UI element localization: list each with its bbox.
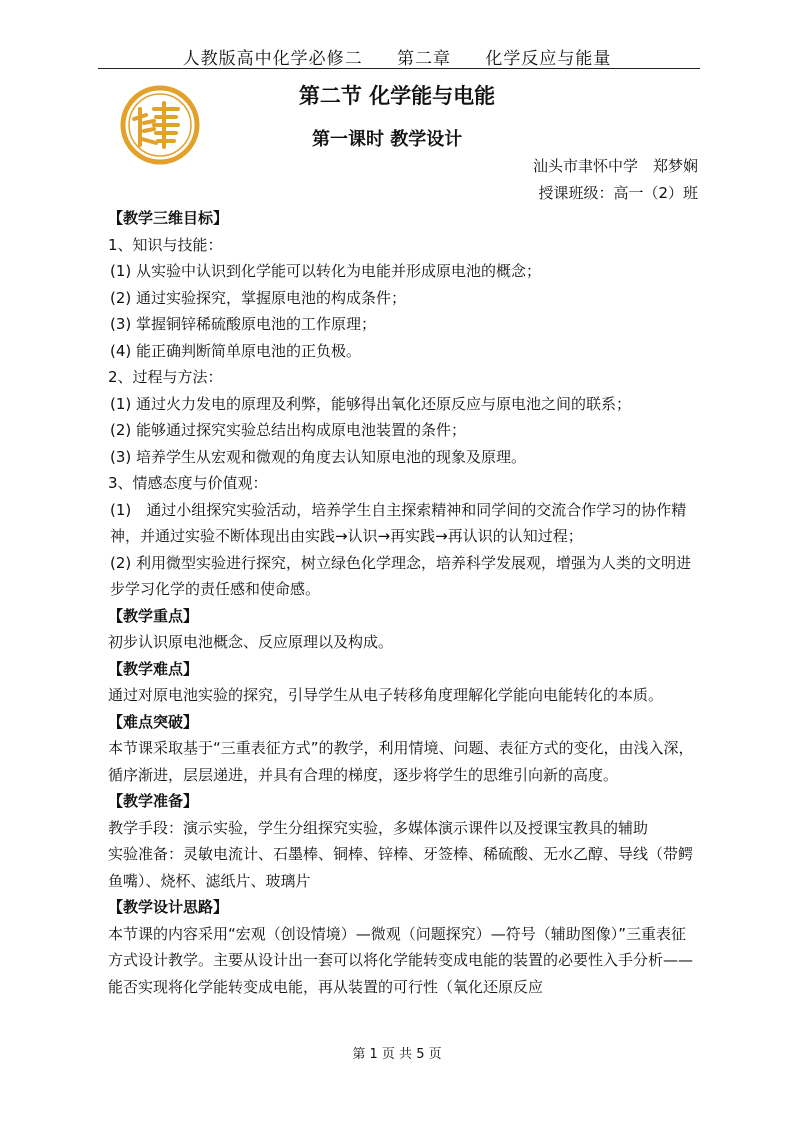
- header-book: 人教版高中化学必修二: [182, 49, 363, 69]
- process-item: (1) 通过火力发电的原理及利弊，能够得出氧化还原反应与原电池之间的联系；: [110, 394, 632, 413]
- emotion-item: (1) 通过小组探究实验活动，培养学生自主探索精神和同学间的交流合作学习的协作精神，并通过实验不断体现出由实践→认识→再实践→再认识的认知过程；: [110, 500, 687, 545]
- process-item: (3) 培养学生从宏观和微观的角度去认知原电池的现象及原理。: [110, 447, 527, 466]
- process-title: 2、过程与方法：: [108, 368, 223, 386]
- knowledge-item: (2) 通过实验探究，掌握原电池的构成条件；: [110, 288, 407, 307]
- document-body: [108, 205, 698, 1000]
- breakthrough-text: 本节课采取基于“三重表征方式”的教学，利用情境、问题、表征方式的变化，由浅入深，循序渐进，层层递进，并具有合理的梯度，逐步将学生的思维引向新的高度。: [108, 739, 694, 784]
- equipment-list: 实验准备：灵敏电流计、石墨棒、铜棒、锌棒、牙签棒、稀硫酸、无水乙醇、导线（带鳄鱼嘴）、烧杯、滤纸片、玻璃片: [108, 845, 694, 890]
- knowledge-item: (4) 能正确判断简单原电池的正负极。: [110, 341, 362, 360]
- key-points-heading: 【教学重点】: [108, 606, 199, 625]
- process-item: (2) 能够通过探究实验总结出构成原电池装置的条件；: [110, 421, 467, 439]
- page-title: 第二节 化学能与电能: [298, 84, 496, 108]
- page-subtitle: 第一课时 教学设计: [312, 129, 463, 150]
- running-header: [0, 44, 794, 69]
- header-topic: 化学反应与能量: [485, 49, 612, 69]
- preparation-heading: 【教学准备】: [108, 792, 199, 810]
- emotion-title: 3、情感态度与价值观：: [108, 474, 268, 492]
- knowledge-item: (1) 从实验中认识到化学能可以转化为电能并形成原电池的概念；: [110, 262, 542, 280]
- emotion-item: (2) 利用微型实验进行探究，树立绿色化学理念，培养科学发展观，增强为人类的文明进步学习化学的责任感和使命感。: [110, 553, 692, 598]
- design-heading: 【教学设计思路】: [108, 898, 229, 916]
- difficulty-heading: 【教学难点】: [108, 659, 199, 678]
- design-text: 本节课的内容采用“宏观（创设情境）—微观（问题探究）—符号（辅助图像）”三重表征方式设计教学。主要从设计出一套可以将化学能转变成电能的装置的必要性入手分析——能否实现将化学能转变成电能，再从装置的可行性（氧化还原反应: [108, 924, 694, 996]
- difficulty-text: 通过对原电池实验的探究，引导学生从电子转移角度理解化学能向电能转化的本质。: [108, 686, 664, 704]
- class-info: 授课班级：高一（2）班: [538, 184, 698, 202]
- key-points-text: 初步认识原电池概念、反应原理以及构成。: [108, 633, 394, 651]
- knowledge-title: 1、知识与技能：: [108, 235, 223, 254]
- header-chapter: 第二章: [397, 49, 451, 69]
- knowledge-item: (3) 掌握铜锌稀硫酸原电池的工作原理；: [110, 315, 377, 333]
- teaching-means: 教学手段：演示实验，学生分组探究实验，多媒体演示课件以及授课宝教具的辅助: [108, 818, 649, 837]
- page-number: 第 1 页 共 5 页: [352, 1047, 442, 1062]
- author-line: 汕头市聿怀中学 郑梦娴: [532, 157, 698, 175]
- breakthrough-heading: 【难点突破】: [108, 712, 199, 731]
- header-rule: [98, 68, 700, 69]
- goals-heading: 【教学三维目标】: [108, 209, 229, 227]
